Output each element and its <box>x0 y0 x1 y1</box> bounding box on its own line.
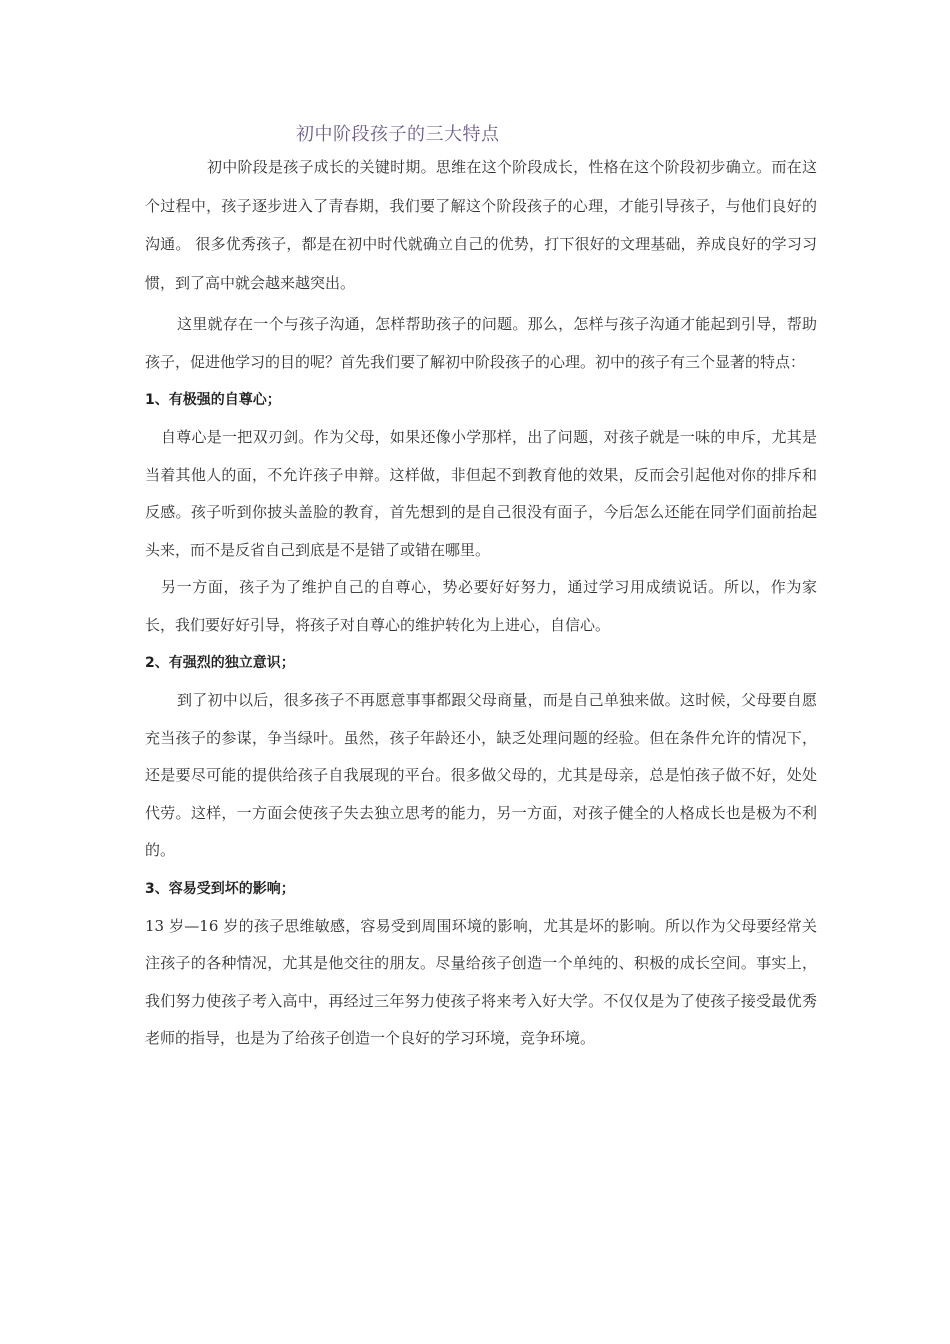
independence-paragraph: 到了初中以后，很多孩子不再愿意事事都跟父母商量，而是自己单独来做。这时候，父母要自愿充当孩子的参谋，争当绿叶。虽然，孩子年龄还小，缺乏处理问题的经验。但在条件允许的情况下，还是要尽可能的提供给孩子自我展现的平台。很多做父母的，尤其是母亲，总是怕孩子做不好，处处代劳。这样，一方面会使孩子失去独立思考的能力，另一方面，对孩子健全的人格成长也是极为不利的。 <box>145 691 817 859</box>
section-heading-independence: 2、有强烈的独立意识； <box>145 655 295 671</box>
document-body <box>145 148 817 1058</box>
section-heading-bad-influence: 3、容易受到坏的影响； <box>145 880 295 897</box>
self-esteem-paragraph-1: 自尊心是一把双刃剑。作为父母，如果还像小学那样，出了问题，对孩子就是一味的申斥，尤其是当着其他人的面，不允许孩子申辩。这样做，非但起不到教育他的效果，反而会引起他对你的排斥和反感。孩子听到你披头盖脸的教育，首先想到的是自己很没有面子，今后怎么还能在同学们面前抬起头来，而不是反省自己到底是不是错了或错在哪里。 <box>145 428 817 559</box>
document-title: 初中阶段孩子的三大特点 <box>296 124 500 145</box>
bad-influence-paragraph: 13 岁—16 岁的孩子思维敏感，容易受到周围环境的影响，尤其是坏的影响。所以作为父母要经常关注孩子的各种情况，尤其是他交往的朋友。尽量给孩子创造一个单纯的、积极的成长空间。事实上，我们努力使孩子考入高中，再经过三年努力使孩子将来考入好大学。不仅仅是为了使孩子接受最优秀老师的指导，也是为了给孩子创造一个良好的学习环境，竞争环境。 <box>145 916 817 1047</box>
self-esteem-paragraph-2: 另一方面，孩子为了维护自己的自尊心，势必要好好努力，通过学习用成绩说话。所以，作为家长，我们要好好引导，将孩子对自尊心的维护转化为上进心，自信心。 <box>145 578 817 634</box>
question-paragraph: 这里就存在一个与孩子沟通，怎样帮助孩子的问题。那么，怎样与孩子沟通才能起到引导，帮助孩子，促进他学习的目的呢？首先我们要了解初中阶段孩子的心理。初中的孩子有三个显著的特点： <box>145 315 817 371</box>
intro-paragraph: 初中阶段是孩子成长的关键时期。思维在这个阶段成长，性格在这个阶段初步确立。而在这个过程中，孩子逐步进入了青春期，我们要了解这个阶段孩子的心理，才能引导孩子，与他们良好的沟通。 很多优秀孩子，都是在初中时代就确立自己的优势，打下很好的文理基础，养成良好的学习习惯，到了高中就会越来越突出。 <box>145 158 817 292</box>
section-heading-self-esteem: 1、有极强的自尊心； <box>145 392 281 408</box>
